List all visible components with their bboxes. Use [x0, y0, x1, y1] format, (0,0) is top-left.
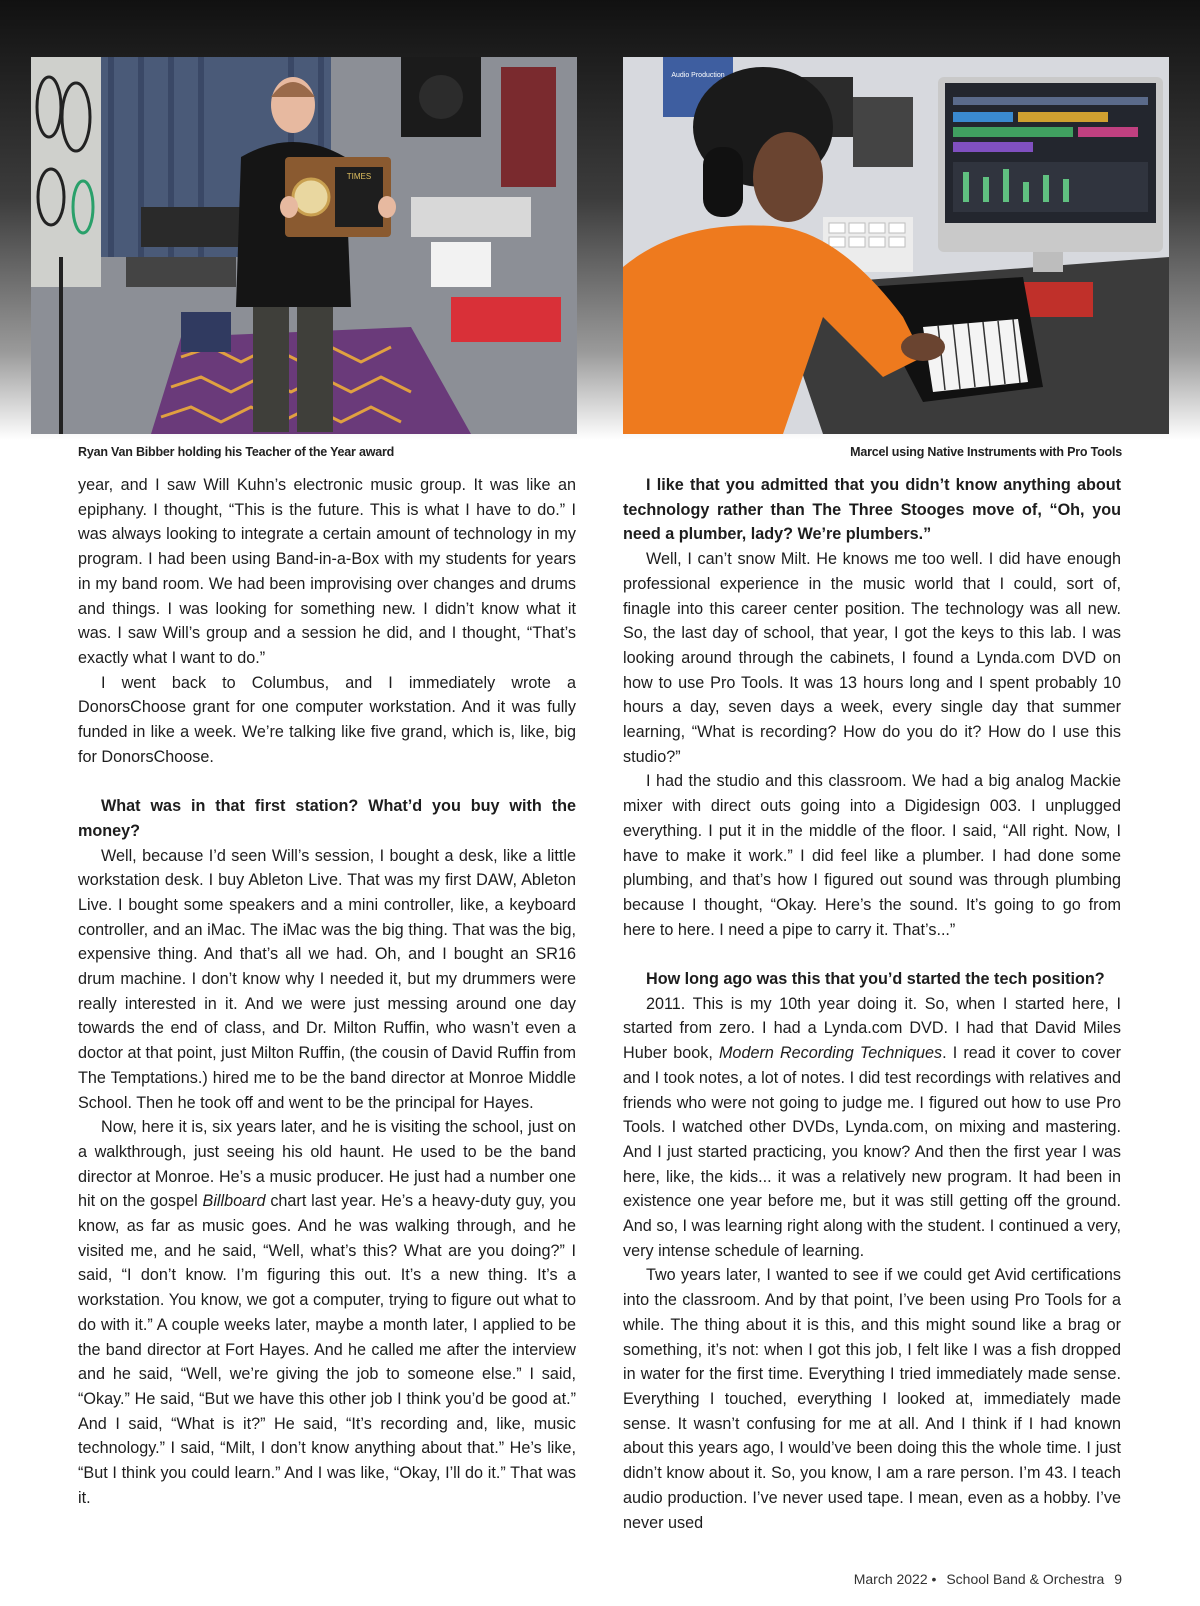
- page-footer: [848, 1571, 1122, 1587]
- paragraph: Well, I can’t snow Milt. He knows me too well. I did have enough professional experience in the music world that I could, sort of, finagle into this career center position. The technology was all new. So, the last day of school, that year, I got the keys to this lab. I was looking around through the cabinets, I found a Lynda.com DVD on how to use Pro Tools. It was 13 hours long and I spent probably 10 hours a day, seven days a week, every single day that summer learning, “What is recording? How do you do it? How do I use this studio?”: [623, 550, 1121, 766]
- article-column-right: [623, 473, 1121, 1535]
- interview-question: What was in that first station? What’d you buy with the money?: [78, 797, 576, 840]
- paragraph-text: 2011. This is my 10th year doing it. So, when I started here, I started from zero. I had a Lynda.com DVD. I had that David Miles Huber book,: [623, 994, 1121, 1063]
- paragraph: [78, 1115, 576, 1510]
- paragraph: year, and I saw Will Kuhn’s electronic music group. It was like an epiphany. I thought, “This is the future. This is what I have to do.” I was always looking to integrate a certain amount of technology in my program. I had been using Band-in-a-Box with my students for years in my band room. We had been improvising over changes and drums and things. I was looking for something new. I didn’t know what it was. I saw Will’s group and a session he did, and I thought, “That’s exactly what I want to do.”: [78, 476, 576, 667]
- paragraph-text: Now, here it is, six years later, and he is visiting the school, just on a walkthrough, just seeing his old haunt. He used to be the band director at Monroe. He’s a music producer. He just had a number one hit on the gospel: [78, 1118, 576, 1211]
- footer-issue-date: March 2022 •: [853, 1571, 937, 1587]
- paragraph: I had the studio and this classroom. We had a big analog Mackie mixer with direct outs going into a Digidesign 003. I unplugged everything. I put it in the middle of the floor. I said, “All right. Now, I have to make it work.” I did feel like a plumber. I had done some plumbing, and that’s how I figured out sound was through plumbing because I thought, “Okay. Here’s the sound. It’s going to go from here to here. I need a pipe to carry it. That’s...”: [623, 772, 1121, 939]
- photo-caption-left: Ryan Van Bibber holding his Teacher of the Year award: [78, 445, 395, 459]
- paragraph: Two years later, I wanted to see if we could get Avid certifications into the classroom. And by that point, I’ve been using Pro Tools for a while. The thing about it is this, and this might sound like a brag or something, it’s not: when I got this job, I felt like I was a fish dropped in water for the first time. Everything I tried immediately made sense. Everything I touched, everything I looked at, immediately made sense. It wasn’t confusing for me at all. And I think if I had known about this years ago, I would’ve been doing this the whole time. I just didn’t know about it. So, you know, I am a rare person. I’m 43. I teach audio production. I’ve never used tape. I mean, even as a hobby. I’ve never used: [623, 1266, 1121, 1532]
- student-workstation-photo: [623, 57, 1169, 434]
- paragraph-text: chart last year. He’s a heavy-duty guy, you know, as far as music goes. And he was walking through, and he visited me, and he said, “Well, what’s this? What are you doing?” I said, “I don’t know. I’m figuring this out. It’s a new thing. It’s a workstation. You know, we got a computer, trying to figure out what to do with it.” A couple weeks later, maybe a month later, I applied to be the band director at Fort Hayes. And he called me after the interview and he said, “Well, we’re giving the job to someone else.” I said, “Okay.” He said, “But we have this other job I think you’d be good at.” And I said, “What is it?” He said, “It’s recording and, like, music technology.” I said, “Milt, I don’t know anything about that.” He’s like, “But I think you could learn.” And I was like, “Okay, I’ll do it.” That was it.: [78, 1192, 576, 1507]
- article-column-left: [78, 473, 576, 1511]
- paragraph: [623, 992, 1121, 1264]
- footer-publication: School Band & Orchestra: [946, 1571, 1105, 1587]
- award-plaque-text: TIMES: [346, 172, 372, 181]
- teacher-award-photo: [31, 57, 577, 434]
- wall-poster-text: Audio Production: [671, 72, 725, 79]
- page-number: 9: [1114, 1571, 1122, 1587]
- photo-caption-right: Marcel using Native Instruments with Pro Tools: [850, 445, 1122, 459]
- paragraph: Well, because I’d seen Will’s session, I bought a desk, like a little workstation desk. I buy Ableton Live. That was my first DAW, Ableton Live. I bought some speakers and a mini controller, like, a keyboard controller, and an iMac. The iMac was the big thing. That was the big, expensive thing. And that’s all we had. Oh, and I bought an SR16 drum machine. I don’t know why I needed it, but my drummers were really interested in it. And we were just messing around one day towards the end of class, and Dr. Milton Ruffin, who wasn’t even a doctor at that point, just Milton Ruffin, (the cousin of David Ruffin from The Temptations.) hired me to be the band director at Monroe Middle School. Then he took off and went to be the principal for Hayes.: [78, 846, 576, 1112]
- interview-question: I like that you admitted that you didn’t know anything about technology rather than The Three Stooges move of, “Oh, you need a plumber, lady? We’re plumbers.”: [623, 476, 1121, 544]
- book-title: Modern Recording Techniques: [718, 1044, 943, 1063]
- paragraph: I went back to Columbus, and I immediately wrote a DonorsChoose grant for one computer workstation. And it was fully funded in like a week. We’re talking like five grand, which is, like, big for DonorsChoose.: [78, 673, 576, 766]
- publication-title: Billboard: [202, 1192, 266, 1211]
- interview-question: How long ago was this that you’d started the tech position?: [646, 970, 1105, 989]
- paragraph-text: . I read it cover to cover and I took notes, a lot of notes. I did test recordings with relatives and friends who were not going to judge me. I figured out how to use Pro Tools. I watched other DVDs, Lynda.com, on mixing and mastering. And I just started practicing, you know? And then the first year I was here, like, the kids... it was a relatively new program. It had been in existence one year before me, but it was still getting off the ground. And so, I was learning right along with the student. I continued a very, very intense schedule of learning.: [623, 1044, 1122, 1260]
